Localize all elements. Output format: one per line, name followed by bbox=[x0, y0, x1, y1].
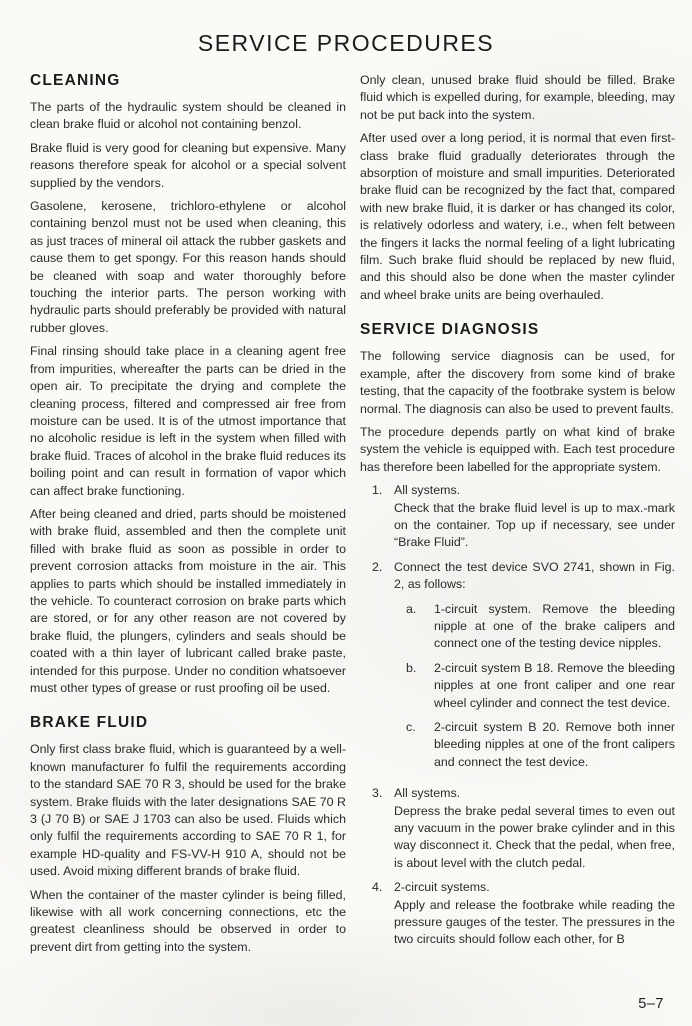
list-item-2-content bbox=[394, 559, 675, 778]
list-item-2 bbox=[372, 559, 675, 778]
list-item-3 bbox=[372, 785, 675, 872]
right-column bbox=[360, 72, 675, 962]
list-item-1-number: 1. bbox=[372, 483, 383, 498]
sub-item-c bbox=[394, 719, 675, 771]
list-item-1 bbox=[372, 482, 675, 552]
list-item-4-title: 2-circuit systems. bbox=[394, 880, 490, 895]
cleaning-paragraph-5: After being cleaned and dried, parts should be moistened with brake fluid, assembled and then the complete unit filled with brake fluid as soon as possible in order to prevent corrosion attacks from moisture in the air. This applies to parts which should be installed immediately in the vehicle. To counteract corrosion on brake parts which are stored, or for any other reason are not covered by brake fluid, the plungers, cylinders and seals should be coated with a thin layer of lubricant called brake paste, intended for this purpose. Under no condition whatsoever must other types of grease or rust proofing oil be used. bbox=[30, 506, 346, 695]
section-heading-service-diagnosis: SERVICE DIAGNOSIS bbox=[360, 321, 540, 339]
section-heading-cleaning: CLEANING bbox=[30, 72, 121, 89]
sub-item-b-letter: b. bbox=[406, 660, 417, 675]
list-item-3-number: 3. bbox=[372, 786, 383, 801]
list-item-2-text: Connect the test device SVO 2741, shown in Fig. 2, as follows: bbox=[394, 559, 675, 592]
brake-fluid-paragraph-2: When the container of the master cylinder is being filled, likewise with all work concerning connections, etc the greatest cleanliness should be observed in order to prevent dirt from getting into the system. bbox=[30, 887, 346, 954]
list-item-1-text: Check that the brake fluid level is up to max.-mark on the container. Top up if necessary, see under “Brake Fluid”. bbox=[394, 500, 675, 550]
list-item-2-number: 2. bbox=[372, 559, 383, 574]
cleaning-paragraph-1: The parts of the hydraulic system should be cleaned in clean brake fluid or alcohol not containing benzol. bbox=[30, 100, 346, 132]
list-item-3-text: Depress the brake pedal several times to even out any vacuum in the power brake cylinder and in this way disconnect it. Check that the pedal, when free, is about level with the clutch pedal. bbox=[394, 803, 675, 870]
sub-item-b-text: 2-circuit system B 18. Remove the bleeding nipples at one front caliper and one rear wheel cylinder and connect the test device. bbox=[434, 660, 675, 710]
list-item-4-number: 4. bbox=[372, 880, 383, 895]
sub-item-a-text: 1-circuit system. Remove the bleeding nipple at one of the brake calipers and connect one of the testing device nipples. bbox=[434, 601, 675, 651]
cleaning-paragraph-4: Final rinsing should take place in a cleaning agent free from impurities, whereafter the parts can be dried in the open air. To precipitate the drying and complete the cleaning process, filtered and compressed air free from moisture can be used. It is of the utmost importance that no alcoholic residue is left in the system when filled with brake fluid. Traces of alcohol in the brake fluid reduces its boiling point and can result in formation of vapor which can affect brake functioning. bbox=[30, 344, 346, 498]
list-item-3-title: All systems. bbox=[394, 786, 461, 801]
service-diagnosis-paragraph-1: The following service diagnosis can be used, for example, after the discovery from some kind of brake testing, that the capacity of the footbrake system is below normal. The diagnosis can also be used to prevent faults. bbox=[360, 349, 675, 416]
sub-item-c-text: 2-circuit system B 20. Remove both inner bleeding nipples at one of the front calipers and connect the test device. bbox=[434, 720, 675, 769]
section-heading-brake-fluid: BRAKE FLUID bbox=[30, 714, 149, 732]
sub-item-a-letter: a. bbox=[406, 601, 417, 616]
cleaning-paragraph-2: Brake fluid is very good for cleaning but expensive. Many reasons therefore speak for alcohol or a special solvent supplied by the vendors. bbox=[30, 140, 346, 190]
brake-fluid-paragraph-1: Only first class brake fluid, which is guaranteed by a well-known manufacturer fo fulfil the requirements according to the standard SAE 70 R 3, should be used for the brake system. Brake fluids with the later designations SAE 70 R 3 (J 70 B) or SAE J 1703 can also be used. Fluids which only fulfil the requirements according to SAE 70 R 1, for example HD-quality and FS-VV-H 910 A, should not be used. Avoid mixing different brands of brake fluid. bbox=[30, 742, 346, 879]
two-column-layout bbox=[0, 72, 692, 962]
page-title: SERVICE PROCEDURES bbox=[197, 30, 495, 56]
list-item-4-content bbox=[394, 879, 675, 949]
list-item-1-content bbox=[394, 482, 675, 552]
brake-fluid-cont-paragraph-2: After used over a long period, it is normal that even first-class brake fluid gradually deteriorates through the absorption of moisture and small impurities. Deteriorated brake fluid can be recognized by the fact that, compared with new brake fluid, it is darker or has changed its color, is relatively odorless and watery, i.e., when felt between the fingers it lacks the normal feeling of a light lubricating film. Such brake fluid should be replaced by new fluid, and this should also be done when the master cylinder and wheel brake units are being overhauled. bbox=[360, 131, 675, 302]
list-item-4-text: Apply and release the footbrake while reading the pressure gauges of the tester. The pressures in the two circuits should follow each other, for B bbox=[394, 897, 675, 947]
procedure-list bbox=[360, 482, 675, 949]
sub-list bbox=[394, 601, 675, 772]
service-diagnosis-paragraph-2: The procedure depends partly on what kind of brake system the vehicle is equipped with. Each test procedure has therefore been labelled for the appropriate system. bbox=[360, 424, 675, 474]
list-item-1-title: All systems. bbox=[394, 483, 461, 498]
left-column bbox=[30, 72, 346, 962]
sub-item-b bbox=[394, 660, 675, 712]
list-item-4 bbox=[372, 879, 675, 949]
page-number: 5–7 bbox=[638, 996, 664, 1012]
sub-item-c-letter: c. bbox=[406, 720, 416, 734]
cleaning-paragraph-3: Gasolene, kerosene, trichloro-ethylene or alcohol containing benzol must not be used when cleaning, this as just traces of mineral oil attack the rubber gaskets and cause them to get spongy. For this reason hands should be cleaned with soap and water thoroughly before touching the interior parts. The person working with hydraulic parts should preferably be provided with natural rubber gloves. bbox=[30, 199, 346, 335]
brake-fluid-cont-paragraph-1: Only clean, unused brake fluid should be filled. Brake fluid which is expelled during, for example, bleeding, may not be put back into the system. bbox=[360, 73, 675, 122]
sub-item-a bbox=[394, 601, 675, 653]
list-item-3-content bbox=[394, 785, 675, 872]
